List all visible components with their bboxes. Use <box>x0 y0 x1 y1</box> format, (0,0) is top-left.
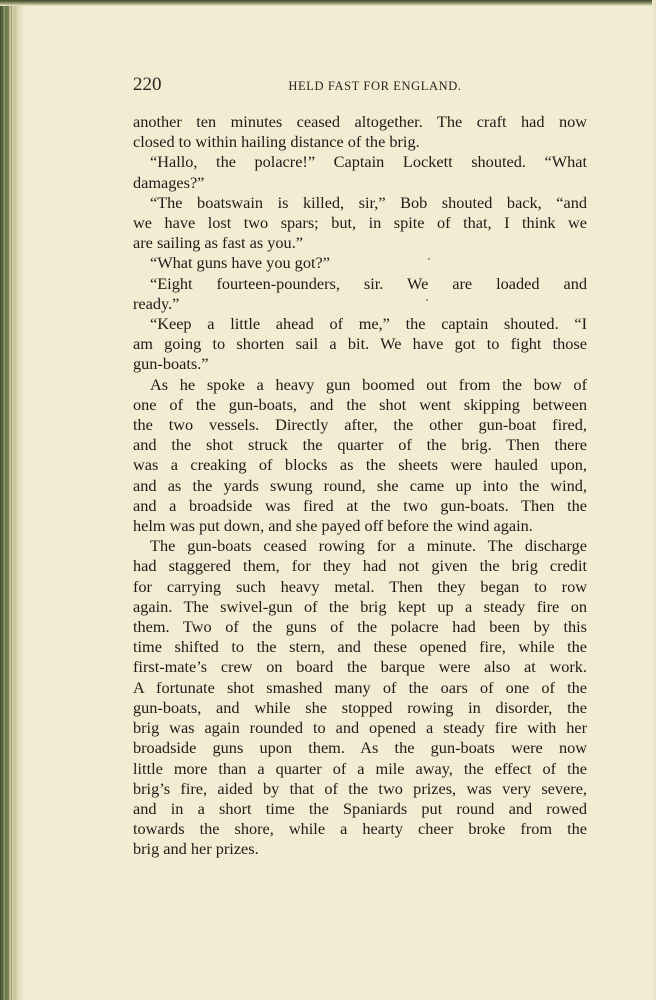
text-line: A fortunate shot smashed many of the oars of one of the <box>133 677 587 697</box>
text-line: and a broadside was fired at the two gun-boats. Then the <box>133 495 587 515</box>
text-line: towards the shore, while a hearty cheer broke from the <box>133 819 587 839</box>
text-line: “Eight fourteen-pounders, sir. We are loaded and <box>150 273 587 293</box>
text-line: and the shot struck the quarter of the brig. Then there <box>133 435 587 455</box>
text-line: brig was again rounded to and opened a steady fire with her <box>133 718 587 738</box>
text-line: the two vessels. Directly after, the other gun-boat fired, <box>133 415 587 435</box>
text-line: closed to within hailing distance of the brig. <box>133 132 420 152</box>
text-line: brig’s fire, aided by that of the two prizes, was very severe, <box>133 778 587 798</box>
text-line: and as the yards swung round, she came up into the wind, <box>133 475 587 495</box>
page-top-edge <box>0 0 656 6</box>
paper-speck <box>428 258 430 260</box>
text-line: “What guns have you got?” <box>150 253 330 273</box>
text-line: broadside guns upon them. As the gun-boats were now <box>133 738 587 758</box>
text-line: and in a short time the Spaniards put round and rowed <box>133 798 587 818</box>
text-line: again. The swivel-gun of the brig kept up a steady fire on <box>133 596 587 616</box>
text-line: was a creaking of blocks as the sheets were hauled upon, <box>133 455 587 475</box>
text-line: ready.” <box>133 293 180 313</box>
paper-speck <box>426 299 428 301</box>
text-line: helm was put down, and she payed off before the wind again. <box>133 516 533 536</box>
text-line: am going to shorten sail a bit. We have got to fight those <box>133 334 587 354</box>
text-line: little more than a quarter of a mile away, the effect of the <box>133 758 587 778</box>
text-line: are sailing as fast as you.” <box>133 233 303 253</box>
text-line: we have lost two spars; but, in spite of that, I think we <box>133 213 587 233</box>
binding-texture <box>2 0 14 1000</box>
text-line: As he spoke a heavy gun boomed out from the bow of <box>150 374 587 394</box>
text-line: The gun-boats ceased rowing for a minute. The discharge <box>150 536 587 556</box>
running-title: HELD FAST FOR ENGLAND. <box>288 79 462 93</box>
text-line: “The boatswain is killed, sir,” Bob shouted back, “and <box>150 192 587 212</box>
text-line: gun-boats, and while she stopped rowing in disorder, the <box>133 697 587 717</box>
text-line: time shifted to the stern, and these opened fire, while the <box>133 637 587 657</box>
text-line: gun-boats.” <box>133 354 209 374</box>
text-line: for carrying such heavy metal. Then they began to row <box>133 576 587 596</box>
page-right-edge <box>652 0 656 1000</box>
text-line: brig and her prizes. <box>133 839 259 859</box>
page-number: 220 <box>133 74 162 95</box>
body-text <box>133 112 587 860</box>
text-line: them. Two of the guns of the polacre had been by this <box>133 617 587 637</box>
text-line: first-mate’s crew on board the barque were also at work. <box>133 657 587 677</box>
text-line: another ten minutes ceased altogether. The craft had now <box>133 112 587 131</box>
text-line: “Keep a little ahead of me,” the captain shouted. “I <box>150 314 587 334</box>
text-line: one of the gun-boats, and the shot went skipping between <box>133 394 587 414</box>
text-line: “Hallo, the polacre!” Captain Lockett shouted. “What <box>150 152 587 172</box>
text-line: had staggered them, for they had not given the brig credit <box>133 556 587 576</box>
text-line: damages?” <box>133 172 205 192</box>
